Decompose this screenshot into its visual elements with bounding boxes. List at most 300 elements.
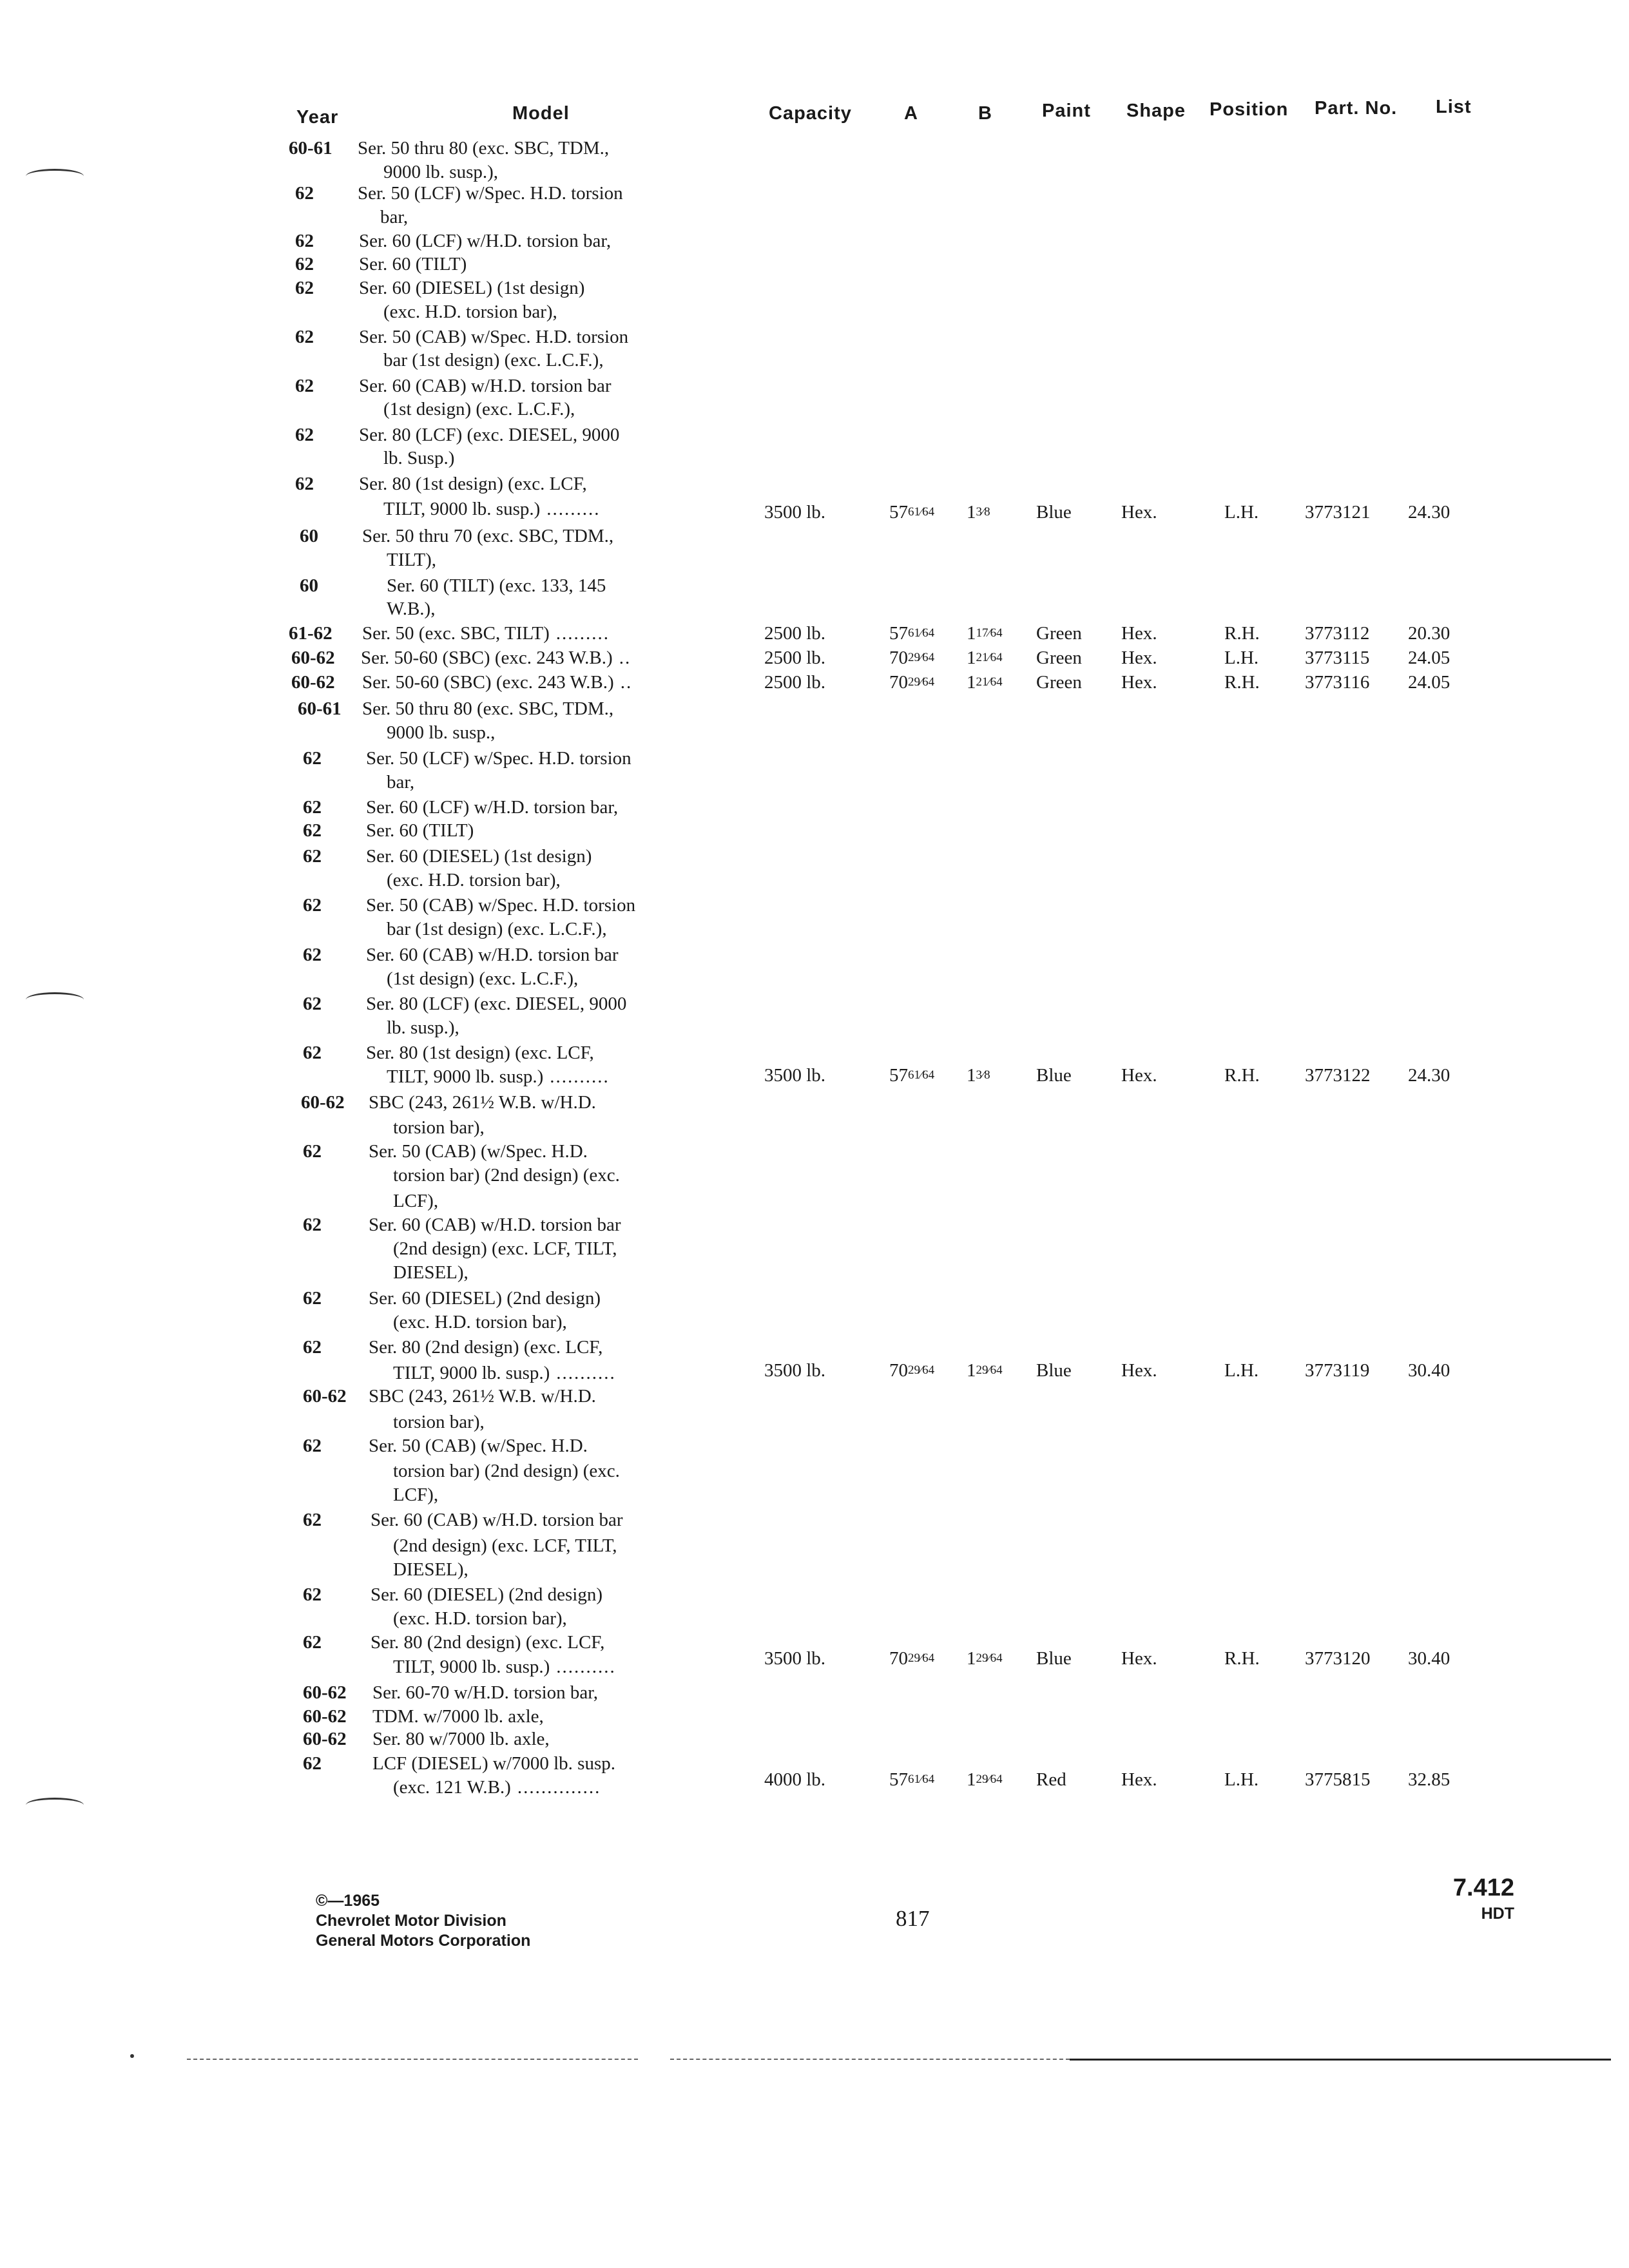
page-edge-rule-left xyxy=(187,2059,638,2060)
model-line-text: (exc. H.D. torsion bar), xyxy=(393,1312,567,1332)
model-line-text: bar, xyxy=(380,207,409,227)
row-year: 60-62 xyxy=(303,1386,347,1407)
paint-value: Red xyxy=(1036,1769,1066,1790)
list-value: 30.40 xyxy=(1408,1360,1451,1381)
row-model-text xyxy=(387,771,414,793)
shape-value: Hex. xyxy=(1121,1769,1157,1790)
dimension-b-whole: 1 xyxy=(967,1360,976,1381)
row-year: 62 xyxy=(295,327,314,347)
row-model-text xyxy=(393,1238,617,1260)
row-model-text xyxy=(369,1336,602,1358)
row-model-text xyxy=(393,1608,567,1629)
dimension-a-whole: 70 xyxy=(889,1360,908,1381)
paint-value: Blue xyxy=(1036,1360,1072,1381)
row-model-text xyxy=(393,1656,616,1678)
dimension-b-whole: 1 xyxy=(967,648,976,668)
position-value: L.H. xyxy=(1224,1360,1259,1381)
dimension-b xyxy=(967,647,1003,669)
list-value: 20.30 xyxy=(1408,623,1451,644)
dimension-a-whole: 70 xyxy=(889,1648,908,1669)
dimension-a xyxy=(889,1769,934,1791)
row-model-text xyxy=(362,698,613,720)
model-line-text: 9000 lb. susp., xyxy=(387,722,496,743)
model-line-text: Ser. 80 (2nd design) (exc. LCF, xyxy=(371,1632,605,1653)
part-no-value: 3775815 xyxy=(1305,1769,1371,1790)
model-line-text: (exc. H.D. torsion bar), xyxy=(383,302,557,322)
row-model-text xyxy=(369,1287,601,1309)
position-value: L.H. xyxy=(1224,1769,1259,1790)
row-year: 62 xyxy=(295,278,314,298)
row-year: 60-62 xyxy=(303,1729,347,1749)
dimension-b xyxy=(967,1648,1003,1669)
copyright: ©—1965 xyxy=(316,1892,380,1910)
row-model-text xyxy=(387,968,578,990)
list-value: 32.85 xyxy=(1408,1769,1451,1790)
capacity-value: 2500 lb. xyxy=(764,623,826,644)
row-model-text xyxy=(393,1311,567,1333)
part-no-value: 3773119 xyxy=(1305,1360,1370,1381)
dimension-a-whole: 57 xyxy=(889,502,908,523)
model-line-text: (2nd design) (exc. LCF, TILT, xyxy=(393,1535,617,1556)
row-year: 62 xyxy=(303,1337,322,1358)
row-model-text xyxy=(366,1042,594,1064)
capacity-value: 3500 lb. xyxy=(764,1648,826,1669)
model-line-text: torsion bar), xyxy=(393,1412,485,1432)
dimension-b-whole: 1 xyxy=(967,1648,976,1669)
row-model-text xyxy=(369,1214,621,1236)
model-line-text: Ser. 50 (CAB) w/Spec. H.D. torsion xyxy=(366,895,636,916)
row-model-text xyxy=(393,1460,620,1482)
row-model-text xyxy=(393,1484,438,1506)
part-no-value: 3773121 xyxy=(1305,502,1371,523)
row-model-text xyxy=(383,161,498,183)
row-year: 62 xyxy=(303,1288,322,1309)
row-model-text xyxy=(387,575,606,597)
model-line-text: bar (1st design) (exc. L.C.F.), xyxy=(387,919,607,939)
model-line-text: (exc. H.D. torsion bar), xyxy=(393,1608,567,1629)
row-model-text xyxy=(387,918,607,940)
model-line-text: Ser. 60 (DIESEL) (1st design) xyxy=(359,278,585,298)
col-header-paint: Paint xyxy=(1042,101,1091,121)
row-model-text xyxy=(366,747,631,769)
col-header-part-no: Part. No. xyxy=(1315,98,1398,119)
row-model-text xyxy=(359,424,619,446)
section-code: 7.412 xyxy=(1452,1874,1514,1901)
model-line-text: (exc. 121 W.B.) xyxy=(393,1777,511,1798)
part-no-value: 3773120 xyxy=(1305,1648,1371,1669)
row-model-text xyxy=(387,549,436,571)
row-model-text xyxy=(369,1435,588,1457)
model-line-text: Ser. 50 (CAB) (w/Spec. H.D. xyxy=(369,1141,588,1162)
row-model-text xyxy=(372,1682,598,1704)
capacity-value: 2500 lb. xyxy=(764,672,826,693)
dimension-a xyxy=(889,647,934,669)
dimension-b xyxy=(967,671,1003,693)
dimension-b-fraction: 21⁄64 xyxy=(976,675,1003,689)
row-year: 60-61 xyxy=(289,138,333,159)
binder-hole-mark-bottom xyxy=(26,1798,84,1812)
row-model-text xyxy=(362,525,613,547)
row-model-text xyxy=(371,1584,602,1606)
model-line-text: lb. susp.), xyxy=(387,1017,459,1038)
model-line-text: Ser. 50 (LCF) w/Spec. H.D. torsion xyxy=(366,748,631,769)
row-model-text xyxy=(359,230,611,252)
row-year: 62 xyxy=(295,474,314,494)
model-line-text: torsion bar) (2nd design) (exc. xyxy=(393,1165,620,1186)
row-model-text xyxy=(366,845,592,867)
scan-speck xyxy=(130,2054,134,2058)
dimension-b-whole: 1 xyxy=(967,672,976,693)
model-line-text: LCF), xyxy=(393,1191,439,1211)
row-model-text xyxy=(393,1190,438,1212)
list-value: 24.30 xyxy=(1408,502,1451,523)
model-line-text: Ser. 60 (CAB) w/H.D. torsion bar xyxy=(359,376,612,396)
row-year: 62 xyxy=(303,797,322,818)
shape-value: Hex. xyxy=(1121,623,1157,644)
row-year: 62 xyxy=(303,1510,322,1530)
row-year: 62 xyxy=(303,895,322,916)
row-model-text xyxy=(366,820,474,841)
dimension-b xyxy=(967,501,990,523)
row-model-text xyxy=(393,1411,485,1433)
row-model-text xyxy=(358,182,623,204)
row-model-text xyxy=(369,1091,596,1113)
model-line-text: LCF (DIESEL) w/7000 lb. susp. xyxy=(372,1753,615,1774)
model-line-text: Ser. 80 (LCF) (exc. DIESEL, 9000 xyxy=(366,994,627,1014)
row-year: 62 xyxy=(295,231,314,251)
row-year: 62 xyxy=(303,748,322,769)
model-line-text: (1st design) (exc. L.C.F.), xyxy=(383,399,575,419)
paint-value: Green xyxy=(1036,623,1082,644)
model-line-text: DIESEL), xyxy=(393,1262,468,1283)
dimension-a-fraction: 29⁄64 xyxy=(908,1651,935,1665)
model-line-text: TILT, 9000 lb. susp.) xyxy=(393,1363,550,1383)
row-model-text xyxy=(371,1509,622,1531)
dimension-b xyxy=(967,1360,1003,1381)
position-value: R.H. xyxy=(1224,623,1260,644)
col-header-shape: Shape xyxy=(1126,101,1186,121)
model-line-text: W.B.), xyxy=(387,599,436,619)
leader-dots: .. xyxy=(620,672,633,693)
model-line-text: Ser. 60 (DIESEL) (1st design) xyxy=(366,846,592,867)
dimension-b-fraction: 21⁄64 xyxy=(976,651,1003,664)
row-model-text xyxy=(387,598,435,620)
page-number: 817 xyxy=(896,1906,930,1931)
dimension-a xyxy=(889,1360,934,1381)
row-year: 60 xyxy=(300,575,318,596)
row-model-text xyxy=(372,1728,550,1750)
leader-dots: .......... xyxy=(556,1657,616,1677)
dimension-a-fraction: 61⁄64 xyxy=(908,626,935,640)
model-line-text: bar (1st design) (exc. L.C.F.), xyxy=(383,350,604,370)
position-value: R.H. xyxy=(1224,1065,1260,1086)
row-year: 62 xyxy=(295,254,314,274)
dimension-b-fraction: 3⁄8 xyxy=(976,505,990,519)
leader-dots: .. xyxy=(619,648,631,668)
model-line-text: Ser. 80 (1st design) (exc. LCF, xyxy=(359,474,587,494)
dimension-a-whole: 70 xyxy=(889,648,908,668)
row-model-text xyxy=(387,1017,459,1039)
position-value: R.H. xyxy=(1224,672,1260,693)
row-model-text xyxy=(371,1631,604,1653)
model-line-text: Ser. 80 (1st design) (exc. LCF, xyxy=(366,1043,594,1063)
row-year: 62 xyxy=(295,376,314,396)
dimension-b xyxy=(967,1064,990,1086)
model-line-text: LCF), xyxy=(393,1485,439,1505)
row-year: 60-62 xyxy=(301,1092,345,1113)
row-model-text xyxy=(383,349,604,371)
capacity-value: 3500 lb. xyxy=(764,502,826,523)
row-model-text xyxy=(383,301,557,323)
list-value: 24.05 xyxy=(1408,672,1451,693)
capacity-value: 3500 lb. xyxy=(764,1065,826,1086)
paint-value: Green xyxy=(1036,648,1082,668)
model-line-text: Ser. 60 (TILT) xyxy=(359,254,467,274)
dimension-a xyxy=(889,1648,934,1669)
shape-value: Hex. xyxy=(1121,672,1157,693)
row-model-text xyxy=(393,1776,601,1798)
dimension-b-whole: 1 xyxy=(967,1065,976,1086)
row-year: 62 xyxy=(303,820,322,841)
capacity-value: 2500 lb. xyxy=(764,648,826,668)
model-line-text: Ser. 50-60 (SBC) (exc. 243 W.B.) xyxy=(361,648,613,668)
dimension-b-fraction: 29⁄64 xyxy=(976,1773,1003,1786)
row-year: 62 xyxy=(303,846,322,867)
part-no-value: 3773122 xyxy=(1305,1065,1371,1086)
model-line-text: Ser. 60 (DIESEL) (2nd design) xyxy=(371,1584,603,1605)
shape-value: Hex. xyxy=(1121,1360,1157,1381)
row-model-text xyxy=(359,277,584,299)
dimension-a xyxy=(889,671,934,693)
model-line-text: Ser. 80 (2nd design) (exc. LCF, xyxy=(369,1337,603,1358)
model-line-text: SBC (243, 261½ W.B. w/H.D. xyxy=(369,1092,596,1113)
part-no-value: 3773112 xyxy=(1305,623,1370,644)
row-model-text xyxy=(361,647,631,669)
row-year: 62 xyxy=(303,1632,322,1653)
model-line-text: (1st design) (exc. L.C.F.), xyxy=(387,968,579,989)
model-line-text: Ser. 80 (LCF) (exc. DIESEL, 9000 xyxy=(359,425,620,445)
row-year: 60-62 xyxy=(291,672,335,693)
model-line-text: (exc. H.D. torsion bar), xyxy=(387,870,561,890)
capacity-value: 3500 lb. xyxy=(764,1360,826,1381)
row-year: 60-62 xyxy=(303,1706,347,1727)
dimension-a-fraction: 61⁄64 xyxy=(908,1773,935,1786)
row-year: 60 xyxy=(300,526,318,546)
shape-value: Hex. xyxy=(1121,1648,1157,1669)
col-header-a: A xyxy=(904,103,918,124)
paint-value: Blue xyxy=(1036,502,1072,523)
dimension-a xyxy=(889,501,934,523)
col-header-model: Model xyxy=(512,103,570,124)
list-value: 24.05 xyxy=(1408,648,1451,668)
model-line-text: Ser. 60 (CAB) w/H.D. torsion bar xyxy=(369,1215,621,1235)
col-header-year: Year xyxy=(296,107,339,128)
model-line-text: Ser. 50 (CAB) (w/Spec. H.D. xyxy=(369,1436,588,1456)
model-line-text: Ser. 60 (CAB) w/H.D. torsion bar xyxy=(371,1510,623,1530)
dimension-b xyxy=(967,1769,1003,1791)
model-line-text: SBC (243, 261½ W.B. w/H.D. xyxy=(369,1386,596,1407)
row-year: 62 xyxy=(303,1215,322,1235)
dimension-a-whole: 57 xyxy=(889,1769,908,1790)
row-model-text xyxy=(383,398,575,420)
row-year: 62 xyxy=(295,425,314,445)
row-model-text xyxy=(358,137,609,159)
row-year: 60-62 xyxy=(291,648,335,668)
col-header-list: List xyxy=(1436,97,1472,117)
paint-value: Blue xyxy=(1036,1648,1072,1669)
dimension-b-whole: 1 xyxy=(967,623,976,644)
model-line-text: Ser. 60 (LCF) w/H.D. torsion bar, xyxy=(359,231,612,251)
dimension-a xyxy=(889,622,934,644)
capacity-value: 4000 lb. xyxy=(764,1769,826,1790)
dimension-a-whole: 57 xyxy=(889,623,908,644)
model-line-text: Ser. 50 thru 80 (exc. SBC, TDM., xyxy=(362,698,614,719)
row-model-text xyxy=(366,993,626,1015)
row-model-text xyxy=(359,375,611,397)
model-line-text: torsion bar) (2nd design) (exc. xyxy=(393,1461,620,1481)
model-line-text: Ser. 50 (LCF) w/Spec. H.D. torsion xyxy=(358,183,623,204)
row-model-text xyxy=(393,1262,468,1283)
dimension-a-fraction: 29⁄64 xyxy=(908,675,935,689)
row-model-text xyxy=(383,498,601,520)
dimension-a-fraction: 61⁄64 xyxy=(908,505,935,519)
model-line-text: TILT, 9000 lb. susp.) xyxy=(387,1066,544,1087)
dimension-a-fraction: 29⁄64 xyxy=(908,1363,935,1377)
dimension-a-fraction: 29⁄64 xyxy=(908,651,935,664)
dimension-b-fraction: 29⁄64 xyxy=(976,1363,1003,1377)
model-line-text: Ser. 80 w/7000 lb. axle, xyxy=(372,1729,550,1749)
row-year: 62 xyxy=(295,183,314,204)
model-line-text: TDM. w/7000 lb. axle, xyxy=(372,1706,544,1727)
row-year: 62 xyxy=(303,1043,322,1063)
leader-dots: .............. xyxy=(517,1777,601,1798)
shape-value: Hex. xyxy=(1121,1065,1157,1086)
position-value: R.H. xyxy=(1224,1648,1260,1669)
model-line-text: Ser. 60 (LCF) w/H.D. torsion bar, xyxy=(366,797,619,818)
model-line-text: Ser. 60 (TILT) xyxy=(366,820,474,841)
leader-dots: ......... xyxy=(555,623,610,644)
model-line-text: 9000 lb. susp.), xyxy=(383,162,499,182)
row-year: 60-61 xyxy=(298,698,342,719)
dimension-b-whole: 1 xyxy=(967,1769,976,1790)
part-no-value: 3773115 xyxy=(1305,648,1370,668)
dimension-b-fraction: 29⁄64 xyxy=(976,1651,1003,1665)
row-model-text xyxy=(369,1385,596,1407)
row-model-text xyxy=(359,473,587,495)
dimension-b-whole: 1 xyxy=(967,502,976,523)
row-model-text xyxy=(366,796,618,818)
row-model-text xyxy=(393,1362,616,1384)
model-line-text: Ser. 60 (TILT) (exc. 133, 145 xyxy=(387,575,606,596)
model-line-text: TILT, 9000 lb. susp.) xyxy=(393,1657,550,1677)
row-model-text xyxy=(393,1164,620,1186)
row-model-text xyxy=(359,253,467,275)
section-number xyxy=(1453,1872,1514,1923)
model-line-text: TILT), xyxy=(387,550,437,570)
row-year: 62 xyxy=(303,1753,322,1774)
page-edge-rule-middle xyxy=(670,2059,1070,2060)
row-year: 62 xyxy=(303,1584,322,1605)
shape-value: Hex. xyxy=(1121,648,1157,668)
binder-hole-mark-middle xyxy=(26,992,84,1007)
shape-value: Hex. xyxy=(1121,502,1157,523)
corporation-name: General Motors Corporation xyxy=(316,1932,531,1950)
position-value: L.H. xyxy=(1224,648,1259,668)
row-year: 62 xyxy=(303,994,322,1014)
model-line-text: Ser. 60 (DIESEL) (2nd design) xyxy=(369,1288,601,1309)
model-line-text: DIESEL), xyxy=(393,1559,468,1580)
division-name: Chevrolet Motor Division xyxy=(316,1912,506,1930)
model-line-text: Ser. 50 thru 70 (exc. SBC, TDM., xyxy=(362,526,614,546)
row-year: 61-62 xyxy=(289,623,333,644)
row-model-text xyxy=(387,1066,610,1088)
dimension-a-fraction: 61⁄64 xyxy=(908,1068,935,1082)
row-model-text xyxy=(362,622,610,644)
row-model-text xyxy=(366,894,635,916)
model-line-text: Ser. 50 (exc. SBC, TILT) xyxy=(362,623,550,644)
row-model-text xyxy=(393,1559,468,1581)
dimension-b xyxy=(967,622,1003,644)
model-line-text: Ser. 60-70 w/H.D. torsion bar, xyxy=(372,1682,599,1703)
dimension-a-whole: 70 xyxy=(889,672,908,693)
model-line-text: TILT, 9000 lb. susp.) xyxy=(383,499,541,519)
row-year: 60-62 xyxy=(303,1682,347,1703)
position-value: L.H. xyxy=(1224,502,1259,523)
row-model-text xyxy=(393,1535,617,1557)
paint-value: Blue xyxy=(1036,1065,1072,1086)
section-subcode: HDT xyxy=(1481,1905,1514,1923)
dimension-b-fraction: 3⁄8 xyxy=(976,1068,990,1082)
model-line-text: lb. Susp.) xyxy=(383,448,455,468)
dimension-a-whole: 57 xyxy=(889,1065,908,1086)
binder-hole-mark-top xyxy=(26,169,84,184)
row-year: 62 xyxy=(303,945,322,965)
model-line-text: Ser. 50 (CAB) w/Spec. H.D. torsion xyxy=(359,327,629,347)
col-header-b: B xyxy=(978,103,992,124)
row-model-text xyxy=(372,1753,615,1774)
dimension-a xyxy=(889,1064,934,1086)
row-model-text xyxy=(366,944,618,966)
model-line-text: bar, xyxy=(387,772,415,793)
row-model-text xyxy=(393,1117,485,1139)
model-line-text: Ser. 60 (CAB) w/H.D. torsion bar xyxy=(366,945,619,965)
model-line-text: Ser. 50 thru 80 (exc. SBC, TDM., xyxy=(358,138,610,159)
model-line-text: Ser. 50-60 (SBC) (exc. 243 W.B.) xyxy=(362,672,614,693)
model-line-text: torsion bar), xyxy=(393,1117,485,1138)
list-value: 24.30 xyxy=(1408,1065,1451,1086)
row-model-text xyxy=(362,671,632,693)
row-model-text xyxy=(372,1706,544,1727)
row-model-text xyxy=(387,722,495,744)
page-edge-rule-right xyxy=(1070,2059,1611,2061)
row-model-text xyxy=(383,447,454,469)
row-year: 62 xyxy=(303,1141,322,1162)
part-no-value: 3773116 xyxy=(1305,672,1370,693)
col-header-position: Position xyxy=(1210,99,1289,120)
dimension-b-fraction: 17⁄64 xyxy=(976,626,1003,640)
model-line-text: (2nd design) (exc. LCF, TILT, xyxy=(393,1238,617,1259)
leader-dots: .......... xyxy=(550,1066,610,1087)
paint-value: Green xyxy=(1036,672,1082,693)
leader-dots: .......... xyxy=(556,1363,616,1383)
list-value: 30.40 xyxy=(1408,1648,1451,1669)
row-model-text xyxy=(387,869,561,891)
leader-dots: ......... xyxy=(546,499,601,519)
row-model-text xyxy=(380,206,408,228)
row-year: 62 xyxy=(303,1436,322,1456)
row-model-text xyxy=(359,326,628,348)
row-model-text xyxy=(369,1140,588,1162)
